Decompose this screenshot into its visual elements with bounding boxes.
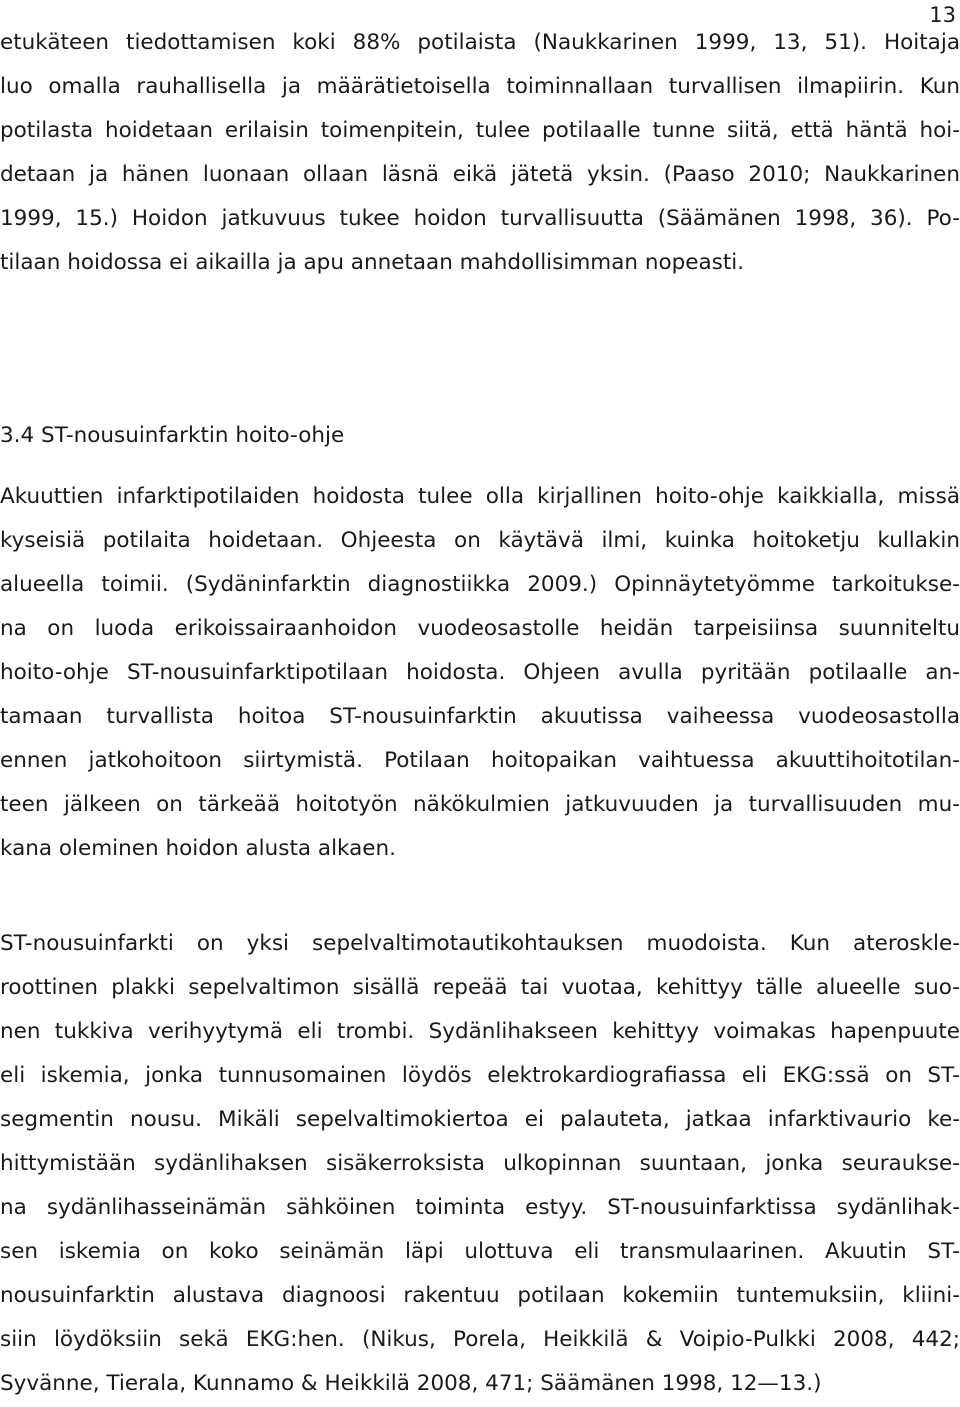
text-line: alueella toimii. (Sydäninfarktin diagnostiikka 2009.) Opinnäytetyömme tarkoitukse- xyxy=(0,572,960,597)
text-line: segmentin nousu. Mikäli sepelvaltimokiertoa ei palauteta, jatkaa infarktivaurio ke- xyxy=(0,1107,960,1132)
text-line: roottinen plakki sepelvaltimon sisällä repeää tai vuotaa, kehittyy tälle alueelle suo- xyxy=(0,975,960,1000)
text-line: nen tukkiva verihyytymä eli trombi. Sydänlihakseen kehittyy voimakas hapenpuute xyxy=(0,1019,960,1044)
text-line: 1999, 15.) Hoidon jatkuvuus tukee hoidon turvallisuutta (Säämänen 1998, 36). Po- xyxy=(0,206,960,231)
text-line: na on luoda erikoissairaanhoidon vuodeosastolle heidän tarpeisiinsa suunniteltu xyxy=(0,616,960,641)
text-line: hittymistään sydänlihaksen sisäkerroksista ulkopinnan suuntaan, jonka seurauksе- xyxy=(0,1151,960,1176)
text-line: Akuuttien infarktipotilaiden hoidosta tulee olla kirjallinen hoito-ohje kaikkialla, missä xyxy=(0,484,960,509)
text-line: tamaan turvallista hoitoa ST-nousuinfarktin akuutissa vaiheessa vuodeosastolla xyxy=(0,704,960,729)
paragraph-patient-care xyxy=(0,21,960,285)
text-line: potilasta hoidetaan erilaisin toimenpitein, tulee potilaalle tunne siitä, että häntä hoi- xyxy=(0,118,960,143)
text-line: detaan ja hänen luonaan ollaan läsnä eikä jätetä yksin. (Paaso 2010; Naukkarinen xyxy=(0,162,960,187)
text-line: kana oleminen hoidon alusta alkaen. xyxy=(0,836,396,861)
text-line: sen iskemia on koko seinämän läpi ulottuva eli transmulaarinen. Akuutin ST- xyxy=(0,1239,960,1264)
text-line: ST-nousuinfarkti on yksi sepelvaltimotautikohtauksen muodoista. Kun ateroskle- xyxy=(0,931,960,956)
text-line: ennen jatkohoitoon siirtymistä. Potilaan hoitopaikan vaihtuessa akuuttihoitotilan- xyxy=(0,748,960,773)
text-line: teen jälkeen on tärkeää hoitotyön näkökulmien jatkuvuuden ja turvallisuuden mu- xyxy=(0,792,960,817)
page-number: 13 xyxy=(929,3,956,27)
paragraph-care-instructions xyxy=(0,475,960,871)
text-line: kyseisiä potilaita hoidetaan. Ohjeesta on käytävä ilmi, kuinka hoitoketju kullakin xyxy=(0,528,960,553)
text-line: na sydänlihasseinämän sähköinen toiminta estyy. ST-nousuinfarktissa sydänlihak- xyxy=(0,1195,960,1220)
text-line: nousuinfarktin alustava diagnoosi rakentuu potilaan kokemiin tuntemuksiin, kliini- xyxy=(0,1283,960,1308)
text-line: etukäteen tiedottamisen koki 88% potilaista (Naukkarinen 1999, 13, 51). Hoitaja xyxy=(0,30,960,55)
text-line: eli iskemia, jonka tunnusomainen löydös elektrokardiografiassa eli EKG:ssä on ST- xyxy=(0,1063,960,1088)
section-heading: 3.4 ST-nousuinfarktin hoito-ohje xyxy=(0,423,345,448)
text-line: tilaan hoidossa ei aikailla ja apu annetaan mahdollisimman nopeasti. xyxy=(0,250,745,275)
paragraph-st-elevation-infarction xyxy=(0,922,960,1406)
text-line: Syvänne, Tierala, Kunnamo & Heikkilä 2008, 471; Säämänen 1998, 12—13.) xyxy=(0,1371,822,1396)
text-line: hoito-ohje ST-nousuinfarktipotilaan hoidosta. Ohjeen avulla pyritään potilaalle an- xyxy=(0,660,960,685)
text-line: siin löydöksiin sekä EKG:hen. (Nikus, Porela, Heikkilä & Voipio-Pulkki 2008, 442; xyxy=(0,1327,960,1352)
text-line: luo omalla rauhallisella ja määrätietoisella toiminnallaan turvallisen ilmapiirin. Kun xyxy=(0,74,960,99)
